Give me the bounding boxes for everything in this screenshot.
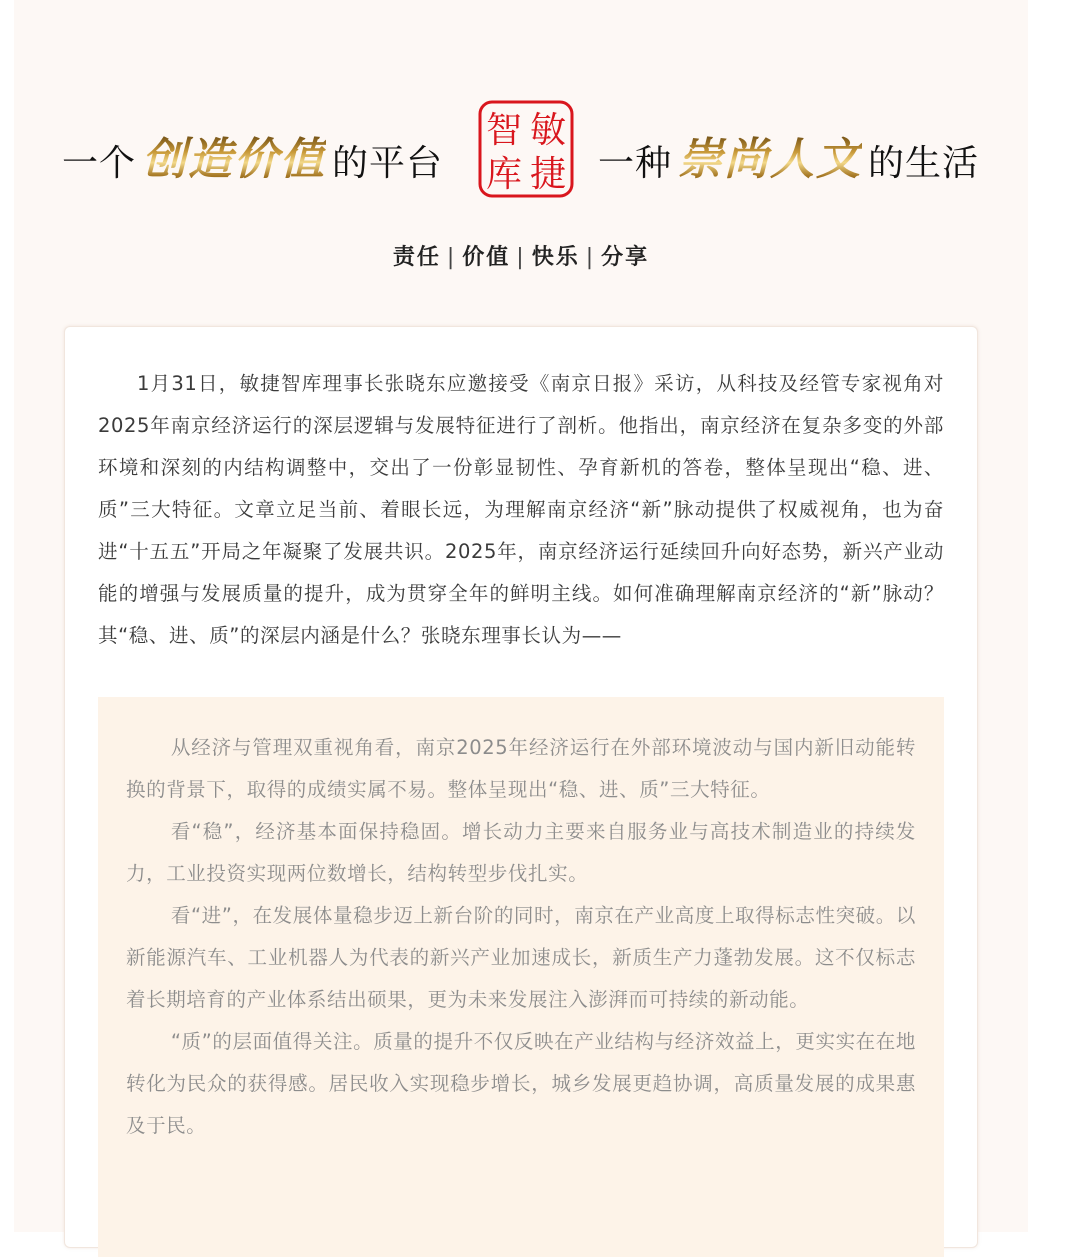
tagline-item-sharing: 分享 bbox=[601, 245, 650, 270]
tagline-separator: | bbox=[585, 245, 596, 270]
tagline-separator: | bbox=[516, 245, 526, 270]
quote-paragraph: 从经济与管理双重视角看，南京2025年经济运行在外部环境波动与国内新旧动能转换的背景下，取得的成绩实属不易。整体呈现出“稳、进、质”三大特征。 bbox=[126, 736, 916, 801]
article-lead-paragraph: 1月31日，敏捷智库理事长张晓东应邀接受《南京日报》采访，从科技及经管专家视角对2025年南京经济运行的深层逻辑与发展特征进行了剖析。他指出，南京经济在复杂多变的外部环境和深刻的内结构调整中，交出了一份彰显韧性、孕育新机的答卷，整体呈现出“稳、进、质”三大特征。文章立足当前、着眼长远，为理解南京经济“新”脉动提供了权威视角，也为奋进“十五五”开局之年凝聚了发展共识。2025年，南京经济运行延续回升向好态势，新兴产业动能的增强与发展质量的提升，成为贯穿全年的鲜明主线。如何准确理解南京经济的“新”脉动？其“稳、进、质”的深层内涵是什么？张晓东理事长认为—— bbox=[98, 372, 944, 647]
slogan-left-highlight: 创造价值 bbox=[142, 134, 327, 185]
seal-char-zhi: 智 bbox=[485, 110, 523, 151]
seal-char-ku: 库 bbox=[485, 154, 523, 195]
tagline-separator: | bbox=[446, 245, 457, 270]
quote-paragraph: 看“进”，在发展体量稳步迈上新台阶的同时，南京在产业高度上取得标志性突破。以新能源汽车、工业机器人为代表的新兴产业加速成长，新质生产力蓬勃发展。这不仅标志着长期培育的产业体系结出硕果，更为未来发展注入澎湃而可持续的新动能。 bbox=[126, 904, 916, 1011]
tagline bbox=[14, 240, 1028, 271]
quote-paragraph: 看“稳”，经济基本面保持稳固。增长动力主要来自服务业与高技术制造业的持续发力，工业投资实现两位数增长，结构转型步伐扎实。 bbox=[126, 820, 916, 885]
slogan-right bbox=[598, 126, 979, 186]
slogan-left-prefix: 一个 bbox=[62, 143, 137, 184]
tagline-item-responsibility: 责任 bbox=[392, 245, 441, 270]
page-background bbox=[14, 0, 1028, 1232]
slogan-right-suffix: 的生活 bbox=[868, 143, 980, 184]
seal-char-jie: 捷 bbox=[529, 154, 567, 195]
tagline-item-happiness: 快乐 bbox=[531, 245, 580, 270]
quote-block bbox=[98, 697, 944, 1257]
slogan-right-prefix: 一种 bbox=[598, 143, 673, 184]
seal-char-min: 敏 bbox=[529, 110, 567, 151]
article-card bbox=[64, 326, 978, 1248]
slogan-right-highlight: 崇尚人文 bbox=[678, 134, 863, 185]
header-banner bbox=[14, 96, 1028, 206]
quote-paragraph: “质”的层面值得关注。质量的提升不仅反映在产业结构与经济效益上，更实实在在地转化为民众的获得感。居民收入实现稳步增长，城乡发展更趋协调，高质量发展的成果惠及于民。 bbox=[126, 1030, 916, 1137]
slogan-left bbox=[62, 126, 443, 186]
seal-logo bbox=[478, 100, 574, 198]
slogan-left-suffix: 的平台 bbox=[332, 143, 444, 184]
tagline-item-value: 价值 bbox=[462, 245, 511, 270]
